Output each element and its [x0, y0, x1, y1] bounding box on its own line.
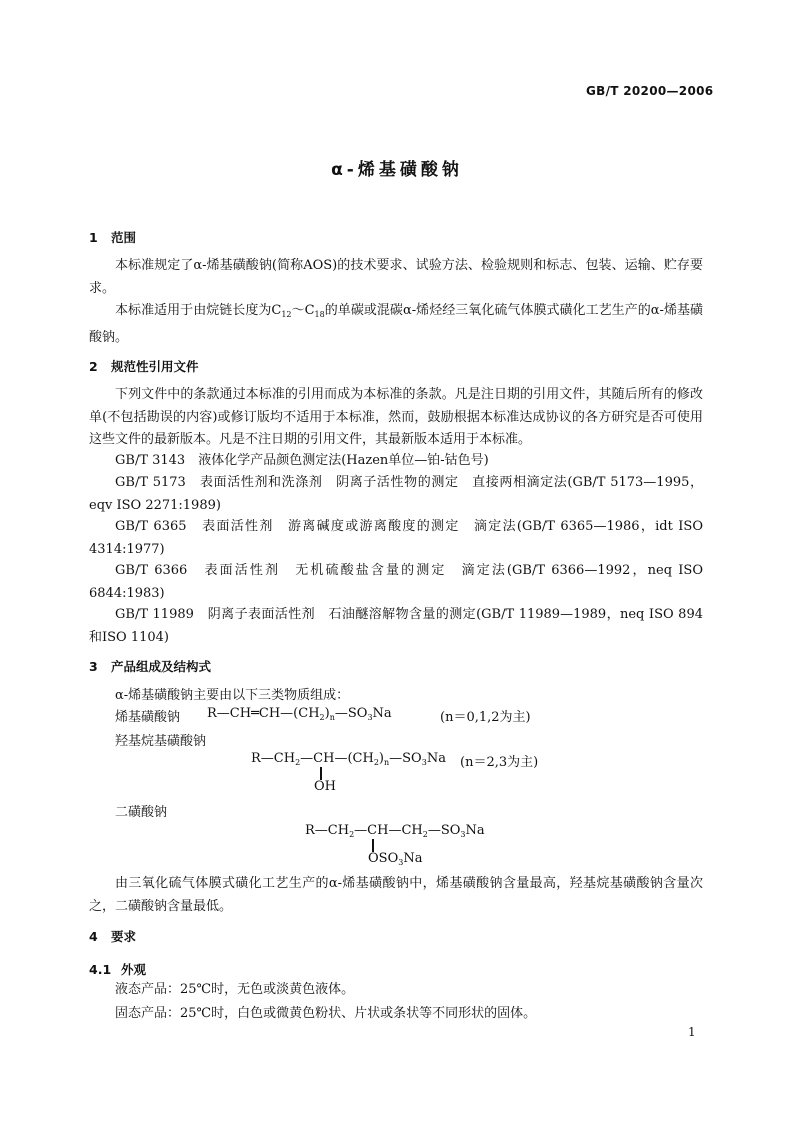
reference-item: GB/T 11989 阴离子表面活性剂 石油醚溶解物含量的测定(GB/T 11989—1989，neq ISO 894和ISO 1104)	[89, 607, 703, 645]
section-title: 规范性引用文件	[111, 359, 199, 374]
standard-number: GB/T 20200—2006	[586, 84, 714, 98]
component-2-note: (n＝2,3为主)	[460, 755, 539, 770]
component-3-name: 二磺酸钠	[115, 805, 168, 820]
section-1-heading	[89, 228, 136, 246]
component-2-name: 羟基烷基磺酸钠	[115, 734, 207, 749]
appearance-liquid: 液态产品：25℃时，无色或淡黄色液体。	[115, 982, 355, 997]
page-number: 1	[688, 1025, 696, 1039]
sulfate-group: $OSO_3Na$	[368, 851, 423, 867]
component-1-formula: $R—CH═CH—(CH_2)_n—SO_3Na$	[207, 706, 392, 722]
section-title: 要求	[111, 929, 137, 944]
subsection-title: 外观	[121, 962, 147, 977]
subsection-number: 4.1	[89, 962, 112, 977]
reference-item: GB/T 3143 液体化学产品颜色测定法(Hazen单位—铂-钴色号)	[115, 453, 489, 468]
component-2-formula: $R—CH_2—CH—(CH_2)_n—SO_3Na$	[251, 751, 446, 767]
section-number: 4	[89, 929, 98, 944]
scope-paragraph-2: 本标准适用于由烷链长度为$C_{12}\sim C_{18}$的单碳或混碳α-烯烃经三氧化硫气体膜式磺化工艺生产的α-烯基磺酸钠。	[89, 303, 704, 345]
section-4-heading	[89, 927, 136, 945]
appearance-solid: 固态产品：25℃时，白色或微黄色粉状、片状或条状等不同形状的固体。	[115, 1006, 537, 1021]
section-number: 3	[89, 659, 98, 674]
component-1-name: 烯基磺酸钠	[115, 710, 181, 725]
hydroxyl-group: OH	[314, 779, 336, 794]
section-title: 范围	[111, 230, 137, 245]
section-title: 产品组成及结构式	[111, 659, 212, 674]
section-2-heading	[89, 357, 199, 375]
reference-item: GB/T 6365 表面活性剂 游离碱度或游离酸度的测定 滴定法(GB/T 6365—1986，idt ISO 4314:1977)	[89, 519, 703, 557]
component-1-note: (n＝0,1,2为主)	[440, 710, 531, 725]
composition-summary: 由三氧化硫气体膜式磺化工艺生产的α-烯基磺酸钠中，烯基磺酸钠含量最高，羟基烷基磺酸钠含量次之，二磺酸钠含量最低。	[89, 876, 703, 914]
document-title: α-烯基磺酸钠	[331, 160, 463, 180]
section-number: 1	[89, 230, 98, 245]
scope-paragraph-1: 本标准规定了α-烯基磺酸钠(简称AOS)的技术要求、试验方法、检验规则和标志、包装、运输、贮存要求。	[89, 258, 703, 296]
reference-item: GB/T 6366 表面活性剂 无机硫酸盐含量的测定 滴定法(GB/T 6366—1992，neq ISO 6844:1983)	[89, 563, 703, 601]
subsection-4-1-heading	[89, 960, 146, 978]
composition-intro: α-烯基磺酸钠主要由以下三类物质组成：	[115, 688, 350, 703]
component-3-formula: $R—CH_2—CH—CH_2—SO_3Na$	[305, 823, 485, 839]
section-number: 2	[89, 359, 98, 374]
normative-intro: 下列文件中的条款通过本标准的引用而成为本标准的条款。凡是注日期的引用文件，其随后所有的修改单(不包括勘误的内容)或修订版均不适用于本标准，然而，鼓励根据本标准达成协议的各方研究是否可使用这些文件的最新版本。凡是不注日期的引用文件，其最新版本适用于本标准。	[89, 387, 703, 447]
reference-item: GB/T 5173 表面活性剂和洗涤剂 阴离子活性物的测定 直接两相滴定法(GB/T 5173—1995，eqv ISO 2271:1989)	[89, 475, 703, 513]
section-3-heading	[89, 657, 211, 675]
